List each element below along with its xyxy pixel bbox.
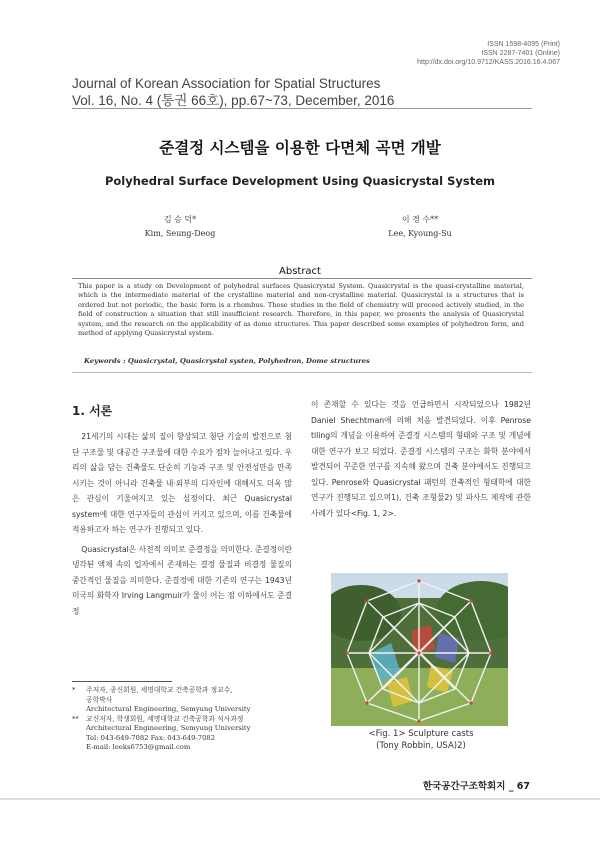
caption-title: <Fig. 1> Sculpture casts [368, 729, 474, 739]
volume-line: Vol. 16, No. 4 (통권 66호), pp.67~73, December, 2016 [72, 93, 395, 108]
footnote-mark: * [72, 686, 76, 694]
footnote-line: Architectural Engineering, Semyung University [86, 705, 251, 713]
figure-caption [311, 728, 531, 752]
footnote-mark: ** [72, 714, 79, 723]
paragraph: Quasicrystal은 사전적 의미로 준결정을 의미한다. 준결정이란 냉각된 액체 속의 입자에서 존재하는 결정 물질과 비결정 물질의 중간적인 물질을 의미한다. 준결정에 대한 기존의 연구는 1943년 미국의 화학자 Irving Langmuir가 물이 어는 점 이하에서도 준결정 [72, 544, 292, 616]
doi-link[interactable]: http://dx.doi.org/10.9712/KASS.2016.16.4.067 [417, 59, 560, 66]
caption-credit: (Tony Robbin, USA)2) [376, 741, 466, 751]
sculpture-illustration [331, 573, 508, 726]
footnote-line: 교신저자, 학생회원, 세명대학교 건축공학과 석사과정 [86, 714, 244, 723]
author-1 [100, 213, 260, 241]
abstract-text: This paper is a study on Development of polyhedral surfaces Quasicrystal System. Quasicrystal is the quasi-crystalline material, which is the intermediate material of the crystalline material and non-crystalline material. Quasicrystal is a structures that is ordered but not periodic, the basic form is a rhombus. These studies in the field of chemistry will proceed actively studied, in the field of construction a situation that still insufficient research. Therefore, in this paper, we presents the analysis of Quasicrystal system, and the research on the applicability of as dome structures. This paper described some examples of polyhedron form, and method of applying Quasicrystal system. [78, 282, 524, 338]
abstract-divider [72, 278, 532, 279]
paragraph: 21세기의 시대는 삶의 질이 향상되고 첨단 기술의 발전으로 첨단 구조물 및 대공간 구조물에 대한 수요가 점차 늘어나고 있다. 우리의 삶을 담는 건축물도 단순히 기능과 구조 및 안전성만을 만족시키는 것이 아니라 건축물 내·외부의 디자인에 대해서도 더욱 많은 관심이 기울여지고 있는 실정이다. 최근 Quasicrystal system에 대한 연구자들의 관심이 커지고 있으며, 이를 건축물에 적용하고자 하는 연구가 진행되고 있다. [72, 432, 292, 534]
title-korean: 준결정 시스템을 이용한 다면체 곡면 개발 [159, 139, 441, 157]
footnote-line: Tel: 043-649-7082 Fax: 043-649-7082 [86, 733, 216, 742]
author-2-korean: 이 경 수** [401, 215, 439, 224]
journal-name: Journal of Korean Association for Spatial Structures [72, 76, 381, 91]
footer-divider [0, 798, 600, 800]
title-english: Polyhedral Surface Development Using Quasicrystal System [104, 174, 496, 188]
issn-online: ISSN 2287-7401 (Online) [481, 50, 560, 57]
paragraph: 이 존재할 수 있다는 것을 언급하면서 시작되었으나 1982년 Daniel Shechtman에 의해 처음 발견되었다. 이후 Penrose tiling의 개념을 이용하여 준결정 시스템의 형태와 구조 및 개념에 대한 연구가 보고 되었다. 준결정 시스템의 구조는 화학 분야에서 발견되어 꾸준한 연구를 지속해 왔으며 건축 분야에서도 진행되고 있다. Penrose와 Quasicrystal 패턴의 건축적인 형태학에 대한 연구가 진행되고 있으며1), 건축 조형물2) 및 파사드 제작에 관한 사례가 있다<Fig. 1, 2>. [311, 400, 531, 518]
footnotes [72, 686, 297, 753]
footnote-line: E-mail: leeks6753@gmail.com [86, 743, 191, 751]
abstract-heading: Abstract [279, 266, 321, 277]
keywords: Keywords : Quasicrystal, Quasicrystal systen, Polyhedron, Dome structures [84, 357, 370, 365]
footnote-divider [72, 681, 172, 682]
journal-header [72, 75, 394, 109]
column-left [72, 429, 292, 619]
issn-print: ISSN 1598-4095 (Print) [487, 41, 560, 48]
figure-sculpture-photo [331, 573, 508, 726]
section-heading: 1. 서론 [72, 404, 113, 418]
footnote-line: Architectural Engineering, Semyung University [86, 724, 251, 732]
keywords-divider [72, 372, 532, 373]
footnote-line: 공학박사 [86, 695, 113, 704]
footnote [72, 686, 297, 715]
column-right [311, 397, 531, 521]
author-1-english: Kim, Seung-Deog [144, 229, 216, 238]
page-footer: 한국공간구조학회지 _ 67 [422, 781, 530, 792]
footnote-line: 주저자, 종신회원, 세명대학교 건축공학과 정교수, [86, 686, 233, 694]
author-2 [340, 213, 500, 241]
author-1-korean: 김 승 덕* [163, 215, 197, 224]
footnote [72, 715, 297, 753]
author-2-english: Lee, Kyoung-Su [388, 229, 452, 238]
issn-block [417, 40, 560, 67]
header-divider [72, 108, 532, 109]
